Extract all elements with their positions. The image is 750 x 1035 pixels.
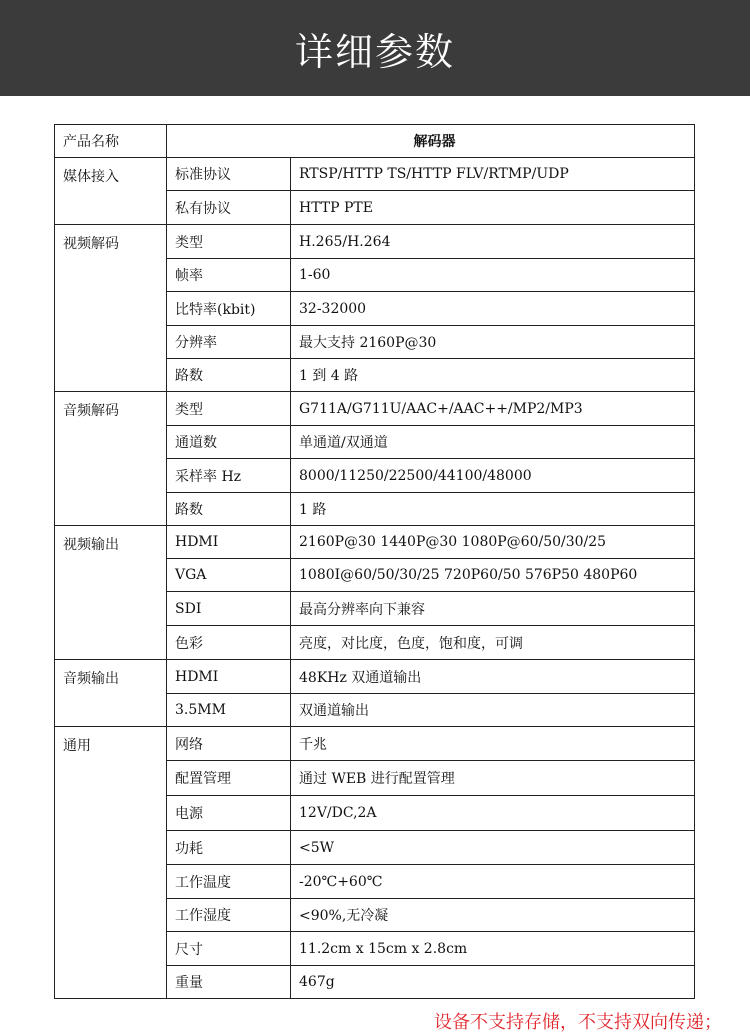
param-name-cell: SDI	[167, 592, 291, 626]
param-value-cell: 467g	[291, 966, 695, 999]
param-value-cell: 双通道输出	[291, 694, 695, 727]
header-product-name: 解码器	[167, 125, 695, 158]
header-label: 产品名称	[55, 125, 167, 158]
param-name-cell: VGA	[167, 559, 291, 592]
param-name-cell: 功耗	[167, 831, 291, 865]
param-name-cell: 私有协议	[167, 191, 291, 225]
param-value-cell: H.265/H.264	[291, 225, 695, 259]
param-value-cell: 2160P@30 1440P@30 1080P@60/50/30/25	[291, 526, 695, 559]
table-row	[55, 392, 695, 426]
param-value-cell: 单通道/双通道	[291, 426, 695, 459]
table-row	[55, 225, 695, 259]
param-value-cell: 11.2cm x 15cm x 2.8cm	[291, 932, 695, 966]
param-value-cell: 48KHz 双通道输出	[291, 660, 695, 694]
param-value-cell: <90%,无冷凝	[291, 899, 695, 932]
param-name-cell: 帧率	[167, 259, 291, 292]
spec-table	[54, 124, 695, 999]
table-row	[55, 526, 695, 559]
group-name-cell: 音频解码	[55, 392, 167, 526]
param-value-cell: 亮度，对比度，色度，饱和度，可调	[291, 626, 695, 660]
table-header-row	[55, 125, 695, 158]
storage-note: 设备不支持存储，不支持双向传递；	[434, 1012, 722, 1033]
param-value-cell: RTSP/HTTP TS/HTTP FLV/RTMP/UDP	[291, 158, 695, 191]
param-value-cell: 1-60	[291, 259, 695, 292]
param-value-cell: G711A/G711U/AAC+/AAC++/MP2/MP3	[291, 392, 695, 426]
param-name-cell: 标准协议	[167, 158, 291, 191]
param-value-cell: 千兆	[291, 727, 695, 761]
param-value-cell: 8000/11250/22500/44100/48000	[291, 459, 695, 493]
table-row	[55, 660, 695, 694]
group-name-cell: 音频输出	[55, 660, 167, 727]
param-value-cell: 最大支持 2160P@30	[291, 326, 695, 359]
param-value-cell: <5W	[291, 831, 695, 865]
param-name-cell: HDMI	[167, 526, 291, 559]
group-name-cell: 视频解码	[55, 225, 167, 392]
param-value-cell: 最高分辨率向下兼容	[291, 592, 695, 626]
param-name-cell: 3.5MM	[167, 694, 291, 727]
group-name-cell: 通用	[55, 727, 167, 999]
param-name-cell: 工作湿度	[167, 899, 291, 932]
param-value-cell: 通过 WEB 进行配置管理	[291, 761, 695, 796]
param-name-cell: 色彩	[167, 626, 291, 660]
param-name-cell: 尺寸	[167, 932, 291, 966]
param-name-cell: 采样率 Hz	[167, 459, 291, 493]
group-name-cell: 视频输出	[55, 526, 167, 660]
param-value-cell: HTTP PTE	[291, 191, 695, 225]
param-name-cell: 分辨率	[167, 326, 291, 359]
param-name-cell: 重量	[167, 966, 291, 999]
param-name-cell: 路数	[167, 359, 291, 392]
page-title: 详细参数	[294, 29, 455, 74]
param-name-cell: 网络	[167, 727, 291, 761]
param-name-cell: 电源	[167, 796, 291, 831]
param-name-cell: 通道数	[167, 426, 291, 459]
param-value-cell: 1 路	[291, 493, 695, 526]
param-name-cell: 类型	[167, 225, 291, 259]
param-value-cell: 1 到 4 路	[291, 359, 695, 392]
param-name-cell: 配置管理	[167, 761, 291, 796]
group-name-cell: 媒体接入	[55, 158, 167, 225]
param-name-cell: 比特率(kbit)	[167, 292, 291, 326]
param-value-cell: 1080I@60/50/30/25 720P60/50 576P50 480P60	[291, 559, 695, 592]
param-name-cell: 工作温度	[167, 865, 291, 899]
table-row	[55, 158, 695, 191]
table-row	[55, 727, 695, 761]
param-value-cell: -20℃+60℃	[291, 865, 695, 899]
param-name-cell: 类型	[167, 392, 291, 426]
param-value-cell: 32-32000	[291, 292, 695, 326]
param-name-cell: HDMI	[167, 660, 291, 694]
param-value-cell: 12V/DC,2A	[291, 796, 695, 831]
title-banner	[0, 0, 750, 96]
param-name-cell: 路数	[167, 493, 291, 526]
